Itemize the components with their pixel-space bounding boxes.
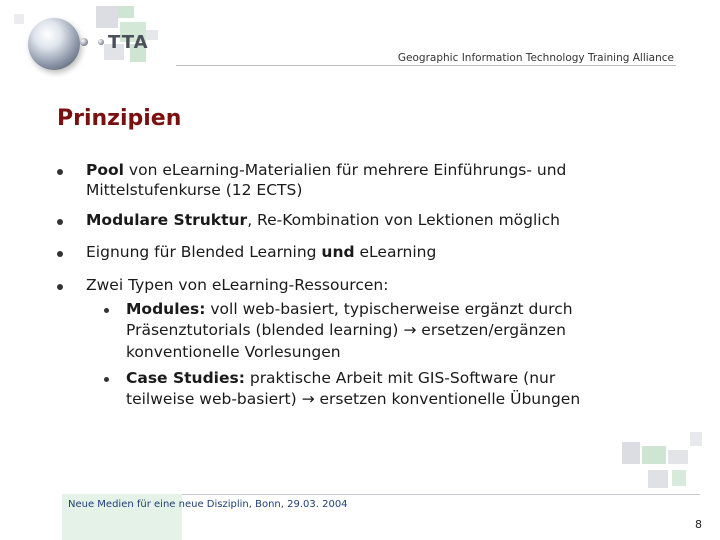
deco-square <box>672 470 686 486</box>
bullet-icon <box>57 251 63 257</box>
bullet-text: Eignung für Blended Learning und eLearning <box>86 243 437 261</box>
sub-bullet-text: Modules: voll web-basiert, typischerweise ergänzt durch <box>126 300 573 318</box>
sub-bullet-text-line2: teilweise web-basiert) → ersetzen konventionelle Übungen <box>126 390 581 408</box>
deco-square <box>118 6 134 18</box>
bullet-text: Zwei Typen von eLearning-Ressourcen: <box>86 276 389 294</box>
bullet-icon <box>57 219 63 225</box>
footer-divider <box>182 494 700 495</box>
logo-letters: TTA <box>108 32 149 53</box>
deco-square <box>648 470 668 488</box>
sub-bullet-text-line2: Präsenztutorials (blended learning) → ersetzen/ergänzen <box>126 321 566 339</box>
deco-square <box>690 432 702 446</box>
sub-bullet-text: Case Studies: praktische Arbeit mit GIS-Software (nur <box>126 369 556 387</box>
deco-square <box>622 442 640 464</box>
globe-icon <box>28 18 80 70</box>
small-sphere-icon <box>98 39 104 45</box>
deco-square <box>642 446 666 464</box>
bullet-icon <box>104 308 109 313</box>
bullet-icon <box>57 169 63 175</box>
bullet-icon <box>104 377 109 382</box>
deco-square <box>668 450 688 464</box>
sub-bullet-text-line3: konventionelle Vorlesungen <box>126 343 341 361</box>
deco-square <box>96 6 118 28</box>
bullet-text-line2: Mittelstufenkurse (12 ECTS) <box>86 181 303 199</box>
page-number: 8 <box>695 518 702 531</box>
small-sphere-icon <box>80 38 88 46</box>
slide-title: Prinzipien <box>57 106 182 131</box>
header-divider <box>176 65 676 66</box>
alliance-name: Geographic Information Technology Training Alliance <box>397 52 674 64</box>
bullet-icon <box>57 284 63 290</box>
footer-text: Neue Medien für eine neue Disziplin, Bonn, 29.03. 2004 <box>68 499 348 510</box>
deco-square <box>14 14 24 24</box>
bullet-text: Pool von eLearning-Materialien für mehrere Einführungs- und <box>86 161 567 179</box>
bullet-text: Modulare Struktur, Re-Kombination von Lektionen möglich <box>86 211 560 229</box>
